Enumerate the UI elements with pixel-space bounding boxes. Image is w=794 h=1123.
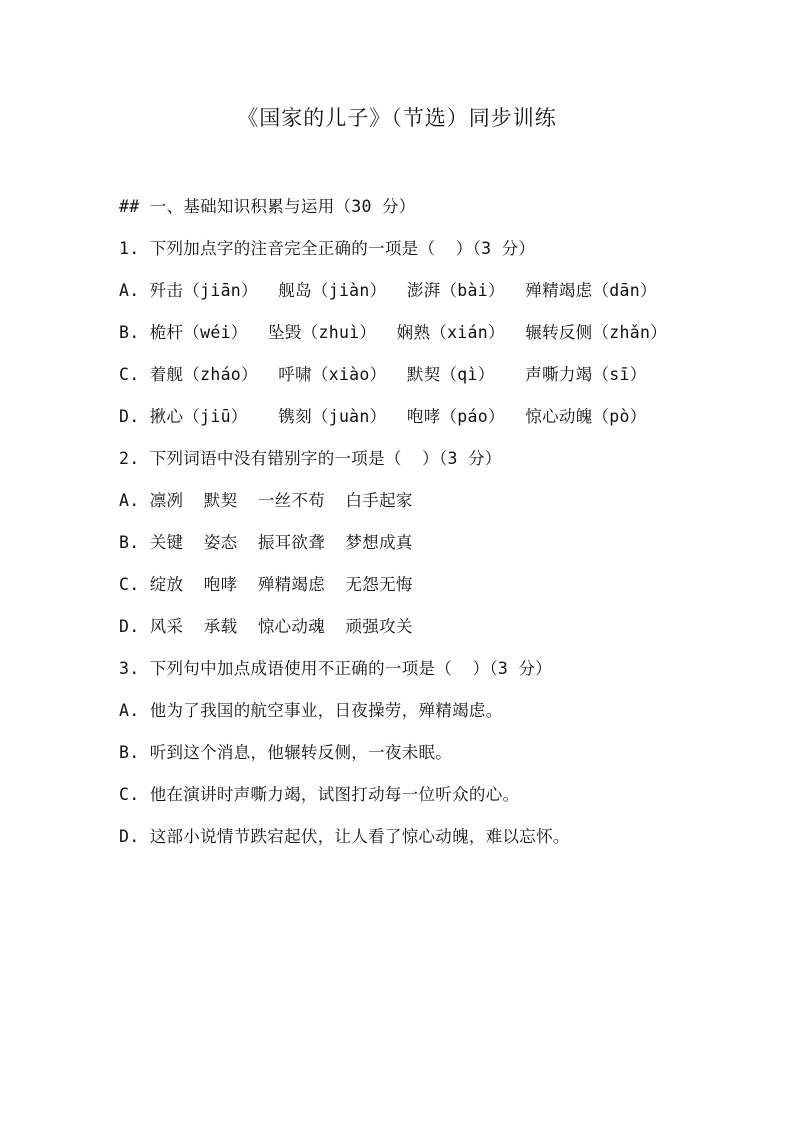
question-option: B. 关键 姿态 振耳欲聋 梦想成真 <box>119 533 413 552</box>
question-3 <box>119 648 679 858</box>
question-option: D. 揪心（jiū） 镌刻（juàn） 咆哮（páo） 惊心动魄（pò） <box>119 407 647 426</box>
question-option: A. 他为了我国的航空事业，日夜操劳，殚精竭虑。 <box>119 701 503 720</box>
section-heading: ## 一、基础知识积累与运用（30 分） <box>119 197 416 216</box>
question-2 <box>119 438 679 648</box>
question-option: A. 歼击（jiān） 舰岛（jiàn） 澎湃（bài） 殚精竭虑（dān） <box>119 281 657 300</box>
question-1 <box>119 228 679 438</box>
question-stem: 3. 下列句中加点成语使用不正确的一项是（ ）（3 分） <box>119 659 552 678</box>
question-option: C. 着舰（zháo） 呼啸（xiào） 默契（qì） 声嘶力竭（sī） <box>119 365 647 384</box>
question-option: B. 听到这个消息，他辗转反侧，一夜未眠。 <box>119 743 453 762</box>
question-option: D. 这部小说情节跌宕起伏，让人看了惊心动魄，难以忘怀。 <box>119 827 570 846</box>
question-option: D. 风采 承载 惊心动魂 顽强攻关 <box>119 617 413 636</box>
document-title: 《国家的儿子》（节选）同步训练 <box>237 106 557 130</box>
question-option: A. 凛冽 默契 一丝不苟 白手起家 <box>119 491 413 510</box>
question-stem: 2. 下列词语中没有错别字的一项是（ ）（3 分） <box>119 449 502 468</box>
question-option: B. 桅杆（wéi） 坠毁（zhuì） 娴熟（xián） 辗转反侧（zhǎn） <box>119 323 668 342</box>
document-body <box>119 186 679 858</box>
question-stem: 1. 下列加点字的注音完全正确的一项是（ ）（3 分） <box>119 239 536 258</box>
question-option: C. 他在演讲时声嘶力竭，试图打动每一位听众的心。 <box>119 785 520 804</box>
question-option: C. 绽放 咆哮 殚精竭虑 无怨无悔 <box>119 575 413 594</box>
